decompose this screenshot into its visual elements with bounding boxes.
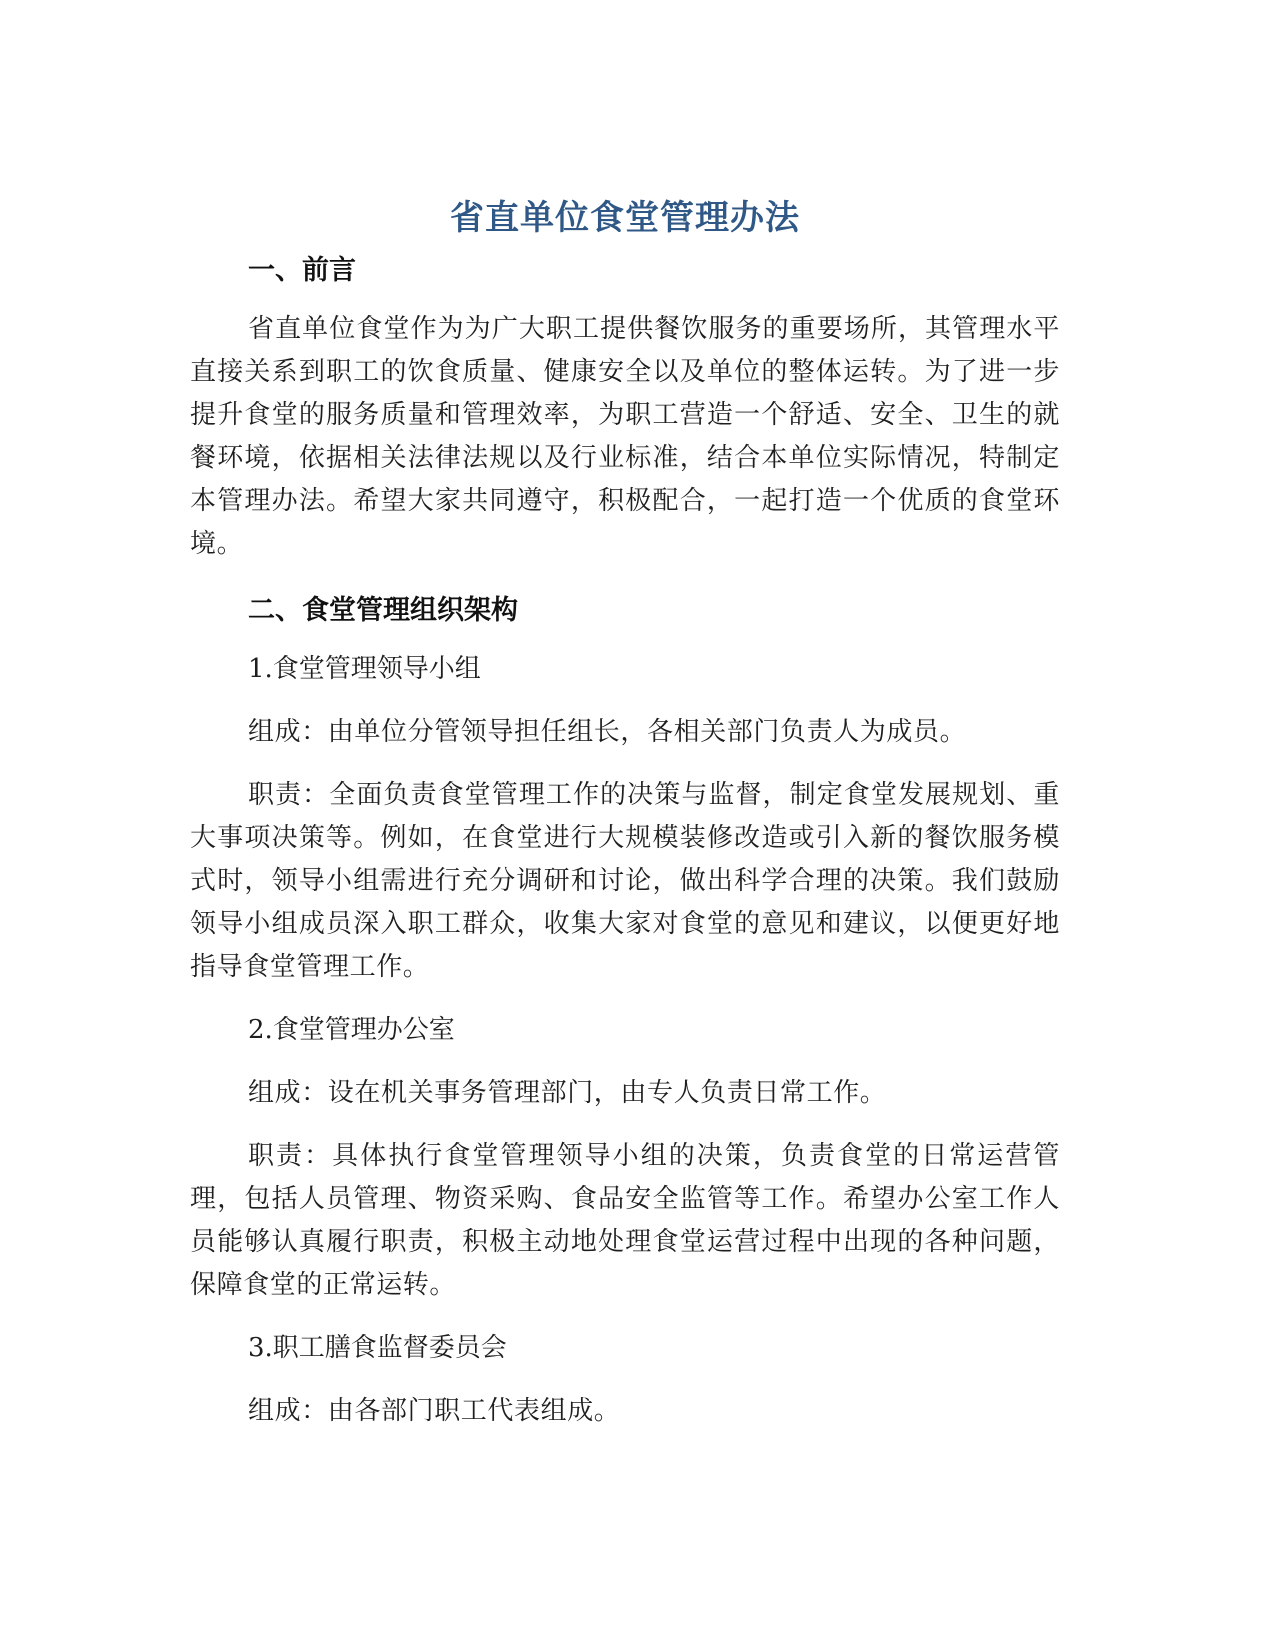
group-duties-leadership: 职责：全面负责食堂管理工作的决策与监督，制定食堂发展规划、重大事项决策等。例如，在食堂进行大规模装修改造或引入新的餐饮服务模式时，领导小组需进行充分调研和讨论，做出科学合理的决策。我们鼓励领导小组成员深入职工群众，收集大家对食堂的意见和建议，以便更好地指导食堂管理工作。 — [190, 780, 1060, 982]
section-heading-organization: 二、食堂管理组织架构 — [248, 595, 518, 626]
group-composition-office: 组成：设在机关事务管理部门，由专人负责日常工作。 — [248, 1078, 887, 1108]
group-duties-office: 职责：具体执行食堂管理领导小组的决策，负责食堂的日常运营管理，包括人员管理、物资采购、食品安全监管等工作。希望办公室工作人员能够认真履行职责，积极主动地处理食堂运营过程中出现的各种问题，保障食堂的正常运转。 — [190, 1141, 1060, 1300]
preface-paragraph: 省直单位食堂作为为广大职工提供餐饮服务的重要场所，其管理水平直接关系到职工的饮食质量、健康安全以及单位的整体运转。为了进一步提升食堂的服务质量和管理效率，为职工营造一个舒适、安全、卫生的就餐环境，依据相关法律法规以及行业标准，结合本单位实际情况，特制定本管理办法。希望大家共同遵守，积极配合，一起打造一个优质的食堂环境。 — [190, 314, 1060, 559]
section-heading-preface: 一、前言 — [248, 255, 356, 286]
document-body — [190, 194, 1060, 1433]
group-title-supervision: 3.职工膳食监督委员会 — [248, 1333, 507, 1363]
group-title-leadership: 1.食堂管理领导小组 — [248, 654, 481, 684]
document-title: 省直单位食堂管理办法 — [450, 198, 800, 238]
group-composition-leadership: 组成：由单位分管领导担任组长，各相关部门负责人为成员。 — [248, 717, 967, 747]
group-composition-supervision: 组成：由各部门职工代表组成。 — [248, 1396, 621, 1426]
group-title-office: 2.食堂管理办公室 — [248, 1015, 455, 1045]
